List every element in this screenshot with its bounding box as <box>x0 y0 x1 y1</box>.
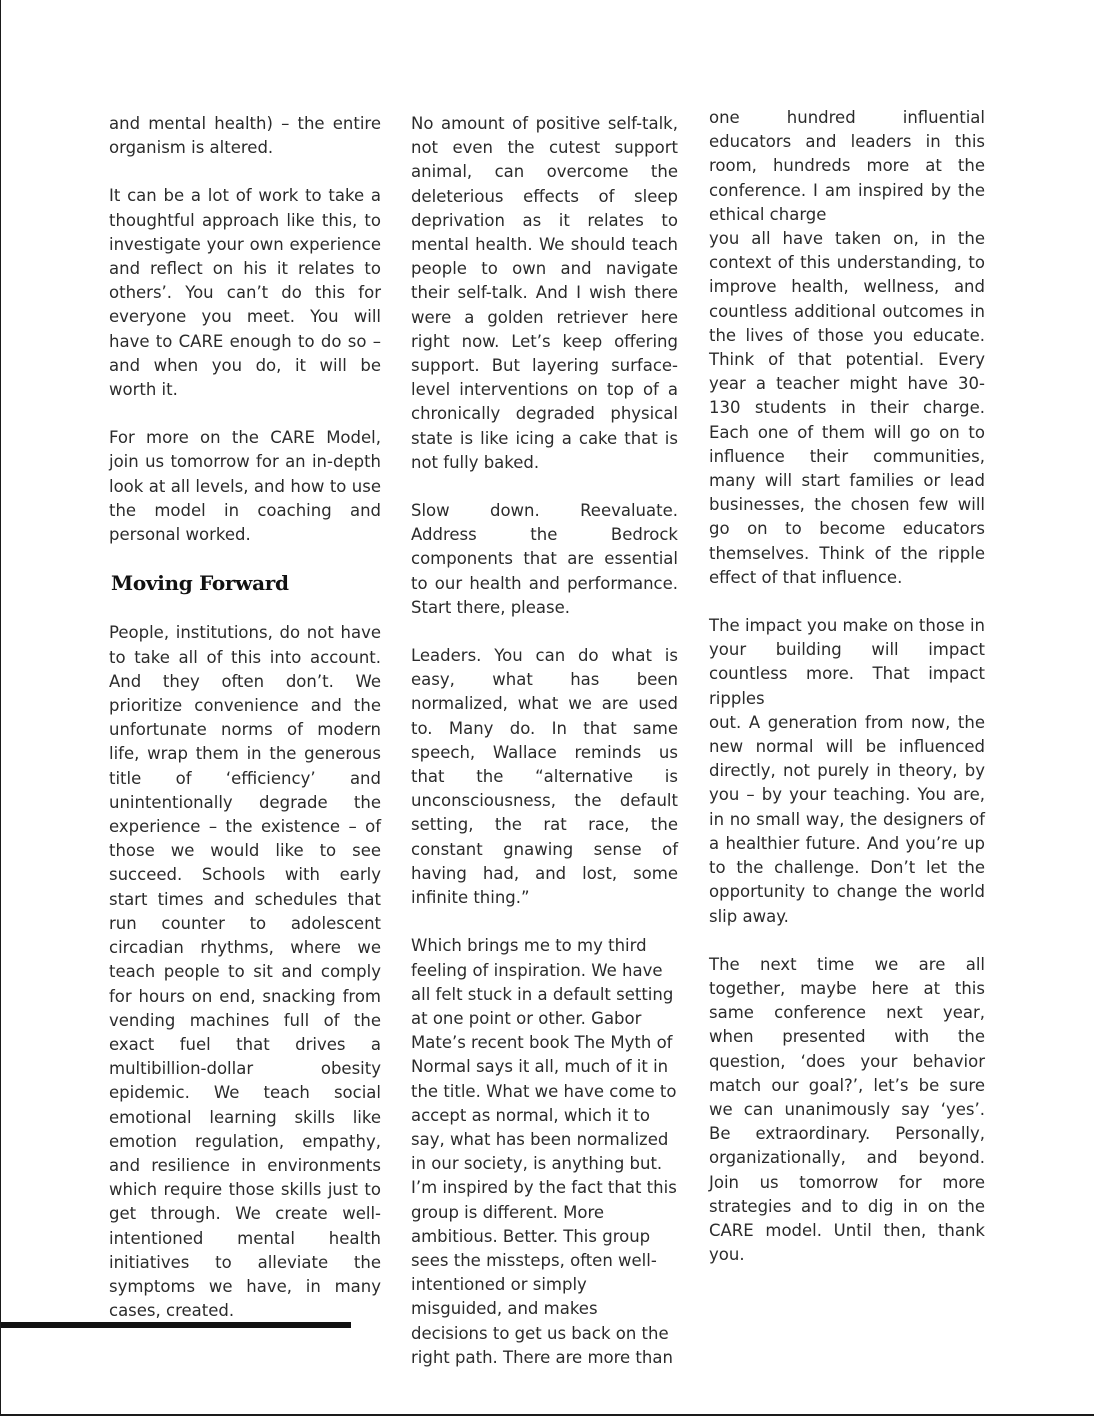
paragraph: out. A generation from now, the new normal will be influenced directly, not purely in theory, by you – by your teaching. You are, in no small way, the designers of a healthier future. And you’re up to the challenge. Don’t let the opportunity to change the world slip away. <box>709 712 985 926</box>
column-3 <box>709 106 985 1291</box>
paragraph: People, institutions, do not have to take all of this into account. And they often don’t. We prioritize convenience and the unfortunate norms of modern life, wrap them in the generous title of ‘efficiency’ and unintentionally degrade the experience – the existence – of those we would like to see succeed. Schools with early start times and schedules that run counter to adolescent circadian rhythms, where we teach people to sit and comply for hours on end, snacking from vending machines full of the exact fuel that drives a multibillion-dollar obesity epidemic. We teach social emotional learning skills like emotion regulation, empathy, and resilience in environments which require those skills just to get through. We create well-intentioned mental health initiatives to alleviate the symptoms we have, in many cases, created. <box>109 623 381 1321</box>
paragraph: The next time we are all together, maybe here at this same conference next year, when presented with the question, ‘does your behavior match our goal?’, let’s be sure we can unanimously say ‘yes’. Be extraordinary. Personally, organizationally, and beyond. Join us tomorrow for more strategies and to dig in on the CARE model. Until then, thank you. <box>709 954 985 1265</box>
paragraph: For more on the CARE Model, join us tomorrow for an in-depth look at all levels, and how to use the model in coaching and personal worked. <box>109 428 381 545</box>
section-heading: Moving Forward <box>111 571 289 596</box>
footer-rule <box>1 1322 351 1328</box>
paragraph: Slow down. Reevaluate. Address the Bedrock components that are essential to our health and performance. Start there, please. <box>411 501 678 617</box>
paragraph: you all have taken on, in the context of this understanding, to improve health, wellness, and countless additional outcomes in the lives of those you educate. Think of that potential. Every year a teacher might have 30-130 students in their charge. Each one of them will go on to influence their communities, many will start families or lead businesses, the chosen few will go on to become educators themselves. Think of the ripple effect of that influence. <box>709 229 985 587</box>
paragraph: The impact you make on those in your building will impact countless more. That impact ripples <box>709 616 985 708</box>
paragraph: No amount of positive self-talk, not even the cutest support animal, can overcome the deleterious effects of sleep deprivation as it relates to mental health. We should teach people to own and navigate their self-talk. And I wish there were a golden retriever here right now. Let’s keep offering support. But layering surface-level interventions on top of a chronically degraded physical state is like icing a cake that is not fully baked. <box>411 114 678 472</box>
paragraph: and mental health) – the entire organism is altered. <box>109 114 381 158</box>
column-1 <box>109 112 381 1347</box>
paragraph: one hundred influential educators and leaders in this room, hundreds more at the conference. I am inspired by the ethical charge <box>709 108 985 224</box>
paragraph: Which brings me to my third feeling of inspiration. We have all felt stuck in a default setting at one point or other. Gabor Mate’s recent book The Myth of Normal says it all, much of it in the title. What we have come to accept as normal, which it to say, what has been normalized in our society, is anything but. I’m inspired by the fact that this group is different. More ambitious. Better. This group sees the missteps, often well-intentioned or simply misguided, and makes decisions to get us back on the right path. There are more than <box>411 936 677 1367</box>
column-2 <box>411 112 678 1394</box>
paragraph: It can be a lot of work to take a thoughtful approach like this, to investigate your own experience and reflect on his it relates to others’. You can’t do this for everyone you meet. You will have to CARE enough to do so – and when you do, it will be worth it. <box>109 186 381 400</box>
paragraph: Leaders. You can do what is easy, what has been normalized, what we are used to. Many do. In that same speech, Wallace reminds us that the “alternative is unconsciousness, the default setting, the rat race, the constant gnawing sense of having had, and lost, some infinite thing.” <box>411 646 678 908</box>
